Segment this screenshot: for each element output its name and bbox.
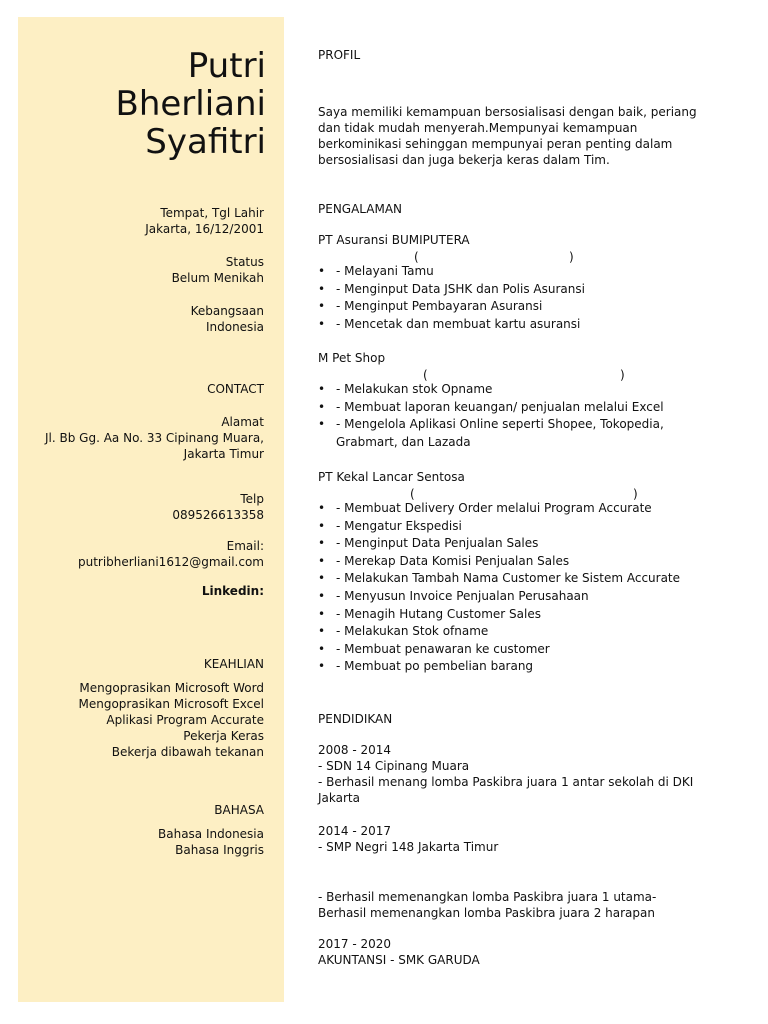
list-item: • - Mengatur Ekspedisi <box>318 518 728 536</box>
skill-item: Mengoprasikan Microsoft Word <box>79 681 264 695</box>
candidate-name <box>116 47 267 161</box>
list-item: • - Menagih Hutang Customer Sales <box>318 606 728 624</box>
status-info <box>172 254 264 286</box>
list-item: • - Membuat Delivery Order melalui Program Accurate <box>318 500 728 518</box>
profile-text: Saya memiliki kemampuan bersosialisasi dengan baik, periang dan tidak mudah menyerah.Mempunyai kemampuan berkominikasi sehinggan mempunyai peran penting dalam bersosialisasi dan juga bekerja keras dalam Tim. <box>318 105 697 167</box>
education-years: 2008 - 2014 <box>318 743 392 757</box>
language-item: Bahasa Inggris <box>175 843 264 857</box>
name-first: Putri <box>187 46 266 86</box>
list-item: • - Melakukan Tambah Nama Customer ke Sistem Accurate <box>318 570 728 588</box>
education-school: - SMP Negri 148 Jakarta Timur <box>318 840 499 854</box>
job-date-close: ) <box>569 250 574 264</box>
education-entry-3 <box>318 936 728 968</box>
education-entry-1 <box>318 742 703 806</box>
linkedin-label: Linkedin: <box>201 584 264 598</box>
address-line-2: Jakarta Timur <box>183 447 264 461</box>
list-item: • - Melakukan Stok ofname <box>318 623 728 641</box>
education-note: - Berhasil menang lomba Paskibra juara 1 antar sekolah di DKI Jakarta <box>318 775 694 805</box>
job-date-open: ( <box>414 250 419 264</box>
list-item: • - Mengelola Aplikasi Online seperti Shopee, Tokopedia, Grabmart, dan Lazada <box>318 416 728 451</box>
education-entry-2 <box>318 823 728 855</box>
list-item: • - Menginput Pembayaran Asuransi <box>318 298 728 316</box>
language-item: Bahasa Indonesia <box>158 827 264 841</box>
job-task-list <box>318 500 728 676</box>
languages-heading: BAHASA <box>214 803 264 817</box>
job-company: M Pet Shop <box>318 351 386 365</box>
list-item: • - Melayani Tamu <box>318 263 728 281</box>
nationality-info <box>191 303 264 335</box>
education-note-2: - Berhasil memenangkan lomba Paskibra juara 1 utama- Berhasil memenangkan lomba Paskibra juara 2 harapan <box>318 890 657 920</box>
list-item: • - Membuat penawaran ke customer <box>318 641 728 659</box>
email-label: Email: <box>226 539 264 553</box>
skill-item: Aplikasi Program Accurate <box>106 713 264 727</box>
contact-heading: CONTACT <box>207 382 264 396</box>
experience-heading: PENGALAMAN <box>318 202 403 216</box>
phone-value: 089526613358 <box>172 508 264 522</box>
address-info <box>45 414 264 462</box>
job-task-list <box>318 263 728 333</box>
job-task-list <box>318 381 728 451</box>
list-item: • - Mencetak dan membuat kartu asuransi <box>318 316 728 334</box>
job-date-open: ( <box>423 368 428 382</box>
job-date-close: ) <box>620 368 625 382</box>
education-heading: PENDIDIKAN <box>318 712 393 726</box>
address-line-1: Jl. Bb Gg. Aa No. 33 Cipinang Muara, <box>45 431 264 445</box>
list-item: • - Membuat laporan keuangan/ penjualan melalui Excel <box>318 399 728 417</box>
skill-item: Mengoprasikan Microsoft Excel <box>78 697 264 711</box>
languages-list <box>158 826 264 858</box>
list-item: • - Merekap Data Komisi Penjualan Sales <box>318 553 728 571</box>
address-label: Alamat <box>221 415 264 429</box>
list-item: • - Melakukan stok Opname <box>318 381 728 399</box>
nationality-label: Kebangsaan <box>190 304 264 318</box>
job-company: PT Kekal Lancar Sentosa <box>318 470 465 484</box>
job-date-open: ( <box>410 487 415 501</box>
email-value: putribherliani1612@gmail.com <box>77 555 264 569</box>
list-item: • - Menginput Data Penjualan Sales <box>318 535 728 553</box>
job-company: PT Asuransi BUMIPUTERA <box>318 233 470 247</box>
name-last: Syafitri <box>145 122 266 162</box>
name-middle: Bherliani <box>115 84 266 124</box>
birth-label: Tempat, Tgl Lahir <box>160 206 264 220</box>
skill-item: Bekerja dibawah tekanan <box>111 745 264 759</box>
birth-value: Jakarta, 16/12/2001 <box>145 222 264 236</box>
education-school: - SDN 14 Cipinang Muara <box>318 759 470 773</box>
skill-item: Pekerja Keras <box>183 729 264 743</box>
job-date-close: ) <box>633 487 638 501</box>
nationality-value: Indonesia <box>205 320 264 334</box>
education-years: 2014 - 2017 <box>318 824 392 838</box>
birth-info <box>145 205 264 237</box>
profile-heading: PROFIL <box>318 48 361 62</box>
list-item: • - Menginput Data JSHK dan Polis Asuransi <box>318 281 728 299</box>
status-label: Status <box>225 255 264 269</box>
email-info <box>78 538 264 570</box>
phone-info <box>172 491 264 523</box>
phone-label: Telp <box>240 492 264 506</box>
list-item: • - Membuat po pembelian barang <box>318 658 728 676</box>
skills-list <box>78 680 264 760</box>
skills-heading: KEAHLIAN <box>203 657 264 671</box>
education-school: AKUNTANSI - SMK GARUDA <box>318 953 480 967</box>
list-item: • - Menyusun Invoice Penjualan Perusahaan <box>318 588 728 606</box>
status-value: Belum Menikah <box>171 271 264 285</box>
education-years: 2017 - 2020 <box>318 937 392 951</box>
